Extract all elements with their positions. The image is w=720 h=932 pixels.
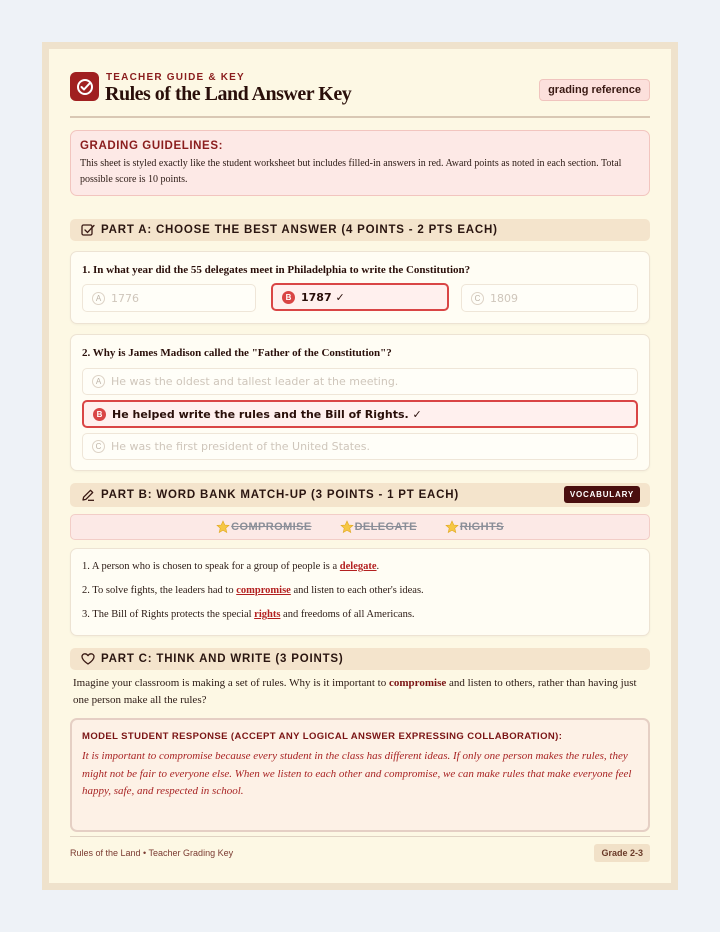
fill-in-sentence-1 (82, 561, 379, 572)
sentence-text: and listen to each other's ideas. (290, 585, 424, 596)
question-1-text: 1. In what year did the 55 delegates meet in Philadelphia to write the Constitution? (82, 264, 471, 276)
sentence-text: . (376, 561, 380, 572)
answer-option-2c[interactable] (82, 433, 638, 460)
answer-option-2b-correct[interactable] (82, 400, 638, 428)
prompt-keyword: compromise (389, 677, 447, 689)
option-text: 1787 ✓ (301, 290, 345, 304)
prompt-text: Imagine your classroom is making a set of rules. Why is it important to (73, 677, 389, 689)
checkbox-icon (81, 223, 95, 237)
option-text: He helped write the rules and the Bill of Rights. ✓ (112, 407, 422, 421)
page-footer (70, 836, 650, 870)
option-letter: A (92, 375, 105, 388)
guidelines-heading: GRADING GUIDELINES: (80, 140, 224, 152)
filled-answer: delegate (339, 561, 377, 572)
part-a-heading: PART A: CHOOSE THE BEST ANSWER (4 POINTS - 2 PTS EACH) (101, 224, 498, 236)
part-c-prompt (73, 675, 647, 709)
question-card-1 (70, 251, 650, 324)
part-c-header (70, 648, 650, 670)
word-bank-item (445, 520, 504, 534)
question-2-text: 2. Why is James Madison called the "Father of the Constitution"? (82, 347, 392, 359)
heart-icon (81, 652, 95, 666)
option-letter: C (92, 440, 105, 453)
option-text: He was the first president of the United States. (111, 440, 371, 453)
grading-guidelines-box (70, 130, 650, 196)
word-bank-item (340, 520, 417, 534)
answer-option-1b-correct[interactable] (271, 283, 449, 311)
part-a-header (70, 219, 650, 241)
model-response-text: It is important to compromise because every student in the class has different ideas. If only one person makes the rules, they might not be fair to everyone else. When we listen to each other and compromise, we can make rules that make everyone feel happy, safe, and respected in school. (82, 750, 632, 797)
star-icon (445, 520, 459, 534)
sentence-text: and freedoms of all Americans. (280, 609, 415, 620)
star-icon (216, 520, 230, 534)
answer-option-1a[interactable] (82, 284, 256, 312)
option-text: 1809 (490, 291, 518, 305)
pencil-icon (81, 488, 95, 502)
sentence-text: 3. The Bill of Rights protects the special (82, 609, 255, 620)
prompt-text: and listen to others, rather than having just one person make all the rules? (73, 677, 637, 706)
question-card-2 (70, 334, 650, 471)
sentence-text: 2. To solve fights, the leaders had to (82, 585, 237, 596)
grade-badge: Grade 2-3 (594, 844, 650, 862)
filled-answer: compromise (236, 585, 291, 596)
part-b-header (70, 483, 650, 507)
header-kicker: TEACHER GUIDE & KEY (106, 72, 245, 83)
word-bank (70, 514, 650, 540)
option-letter: A (92, 292, 105, 305)
option-text: 1776 (111, 291, 139, 305)
sentence-text: 1. A person who is chosen to speak for a group of people is a (82, 561, 340, 572)
fill-in-sentence-2 (82, 585, 424, 596)
word-bank-word: COMPROMISE (231, 521, 312, 533)
model-response-heading: MODEL STUDENT RESPONSE (ACCEPT ANY LOGICAL ANSWER EXPRESSING COLLABORATION): (82, 731, 563, 742)
fill-in-sentence-3 (82, 609, 415, 620)
filled-answer: rights (254, 609, 281, 620)
word-bank-word: DELEGATE (354, 521, 417, 533)
vocabulary-badge: VOCABULARY (564, 486, 640, 503)
answer-option-1c[interactable] (461, 284, 638, 312)
check-circle-icon (70, 72, 99, 101)
guidelines-text: This sheet is styled exactly like the student worksheet but includes filled-in answers in red. Award points as noted in each section. Total possible score is 10 points. (80, 158, 622, 185)
fill-in-card (70, 548, 650, 636)
model-response-box (70, 718, 650, 832)
worksheet-page (42, 42, 678, 890)
word-bank-item (216, 520, 311, 534)
page-title: Rules of the Land Answer Key (105, 83, 352, 105)
star-icon (340, 520, 354, 534)
word-bank-word: RIGHTS (459, 521, 504, 533)
part-c-heading: PART C: THINK AND WRITE (3 POINTS) (101, 653, 344, 665)
option-letter: B (282, 291, 295, 304)
option-letter: C (471, 292, 484, 305)
grading-reference-badge: grading reference (539, 79, 650, 101)
footer-text: Rules of the Land • Teacher Grading Key (70, 848, 234, 858)
option-text: He was the oldest and tallest leader at the meeting. (111, 375, 399, 388)
part-b-heading: PART B: WORD BANK MATCH-UP (3 POINTS - 1 PT EACH) (101, 489, 459, 501)
page-header (70, 70, 650, 118)
option-letter: B (93, 408, 106, 421)
answer-option-2a[interactable] (82, 368, 638, 395)
worksheet-content (70, 70, 650, 858)
